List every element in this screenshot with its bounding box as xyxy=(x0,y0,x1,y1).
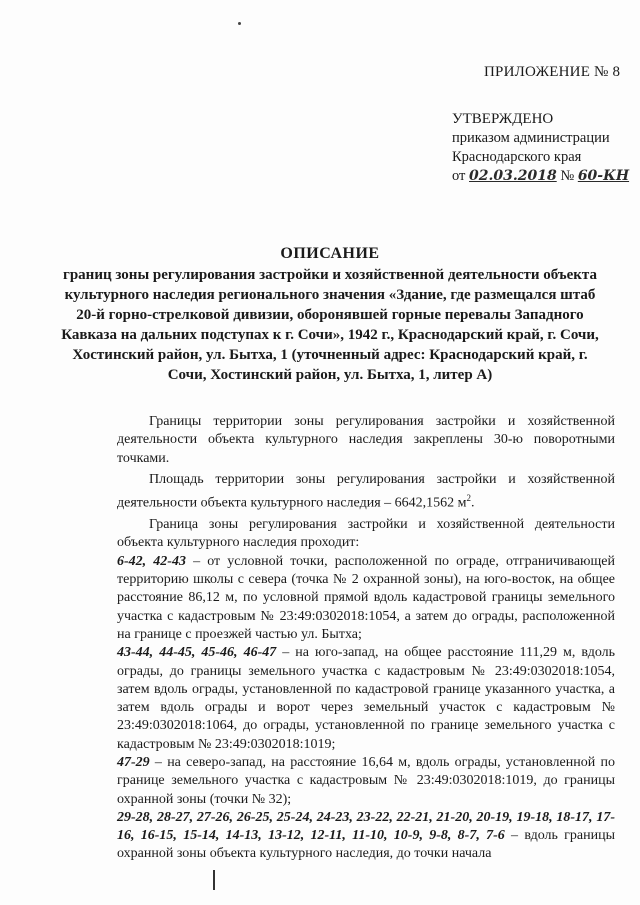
segment-4-text: – вдоль границы охранной зоны объекта культурного наследия, до точки начала xyxy=(117,828,615,862)
appendix-label: ПРИЛОЖЕНИЕ № 8 xyxy=(484,64,621,80)
order-by-label: приказом администрации xyxy=(452,130,610,146)
area-text: Площадь территории зоны регулирования застройки и хозяйственной деятельности объекта культурного наследия – 6642,1562 м xyxy=(117,471,615,511)
handwritten-date: 02.03.2018 xyxy=(469,168,557,184)
document-title xyxy=(60,244,600,385)
segment-2-text: – на юго-запад, на общее расстояние 111,29 м, вдоль ограды, до границы земельного участка с кадастровым № 23:49:0302018:1054, затем вдоль ограды, установленной по кадастровой границе указанного участка, а затем вдоль ограды и ворот через земельный участок с кадастровым № 23:49:0302018:1064, до ограды, установленной по границе земельного участка с кадастровым № 23:49:0302018:1019; xyxy=(117,645,616,752)
segment-1-text: – от условной точки, расположенной по ограде, отграничивающей территорию школы с севера (точка № 2 охранной зоны), на юго-восток, на общее расстояние 86,12 м, по условной прямой вдоль кадастровой границы земельного участка с кадастровым № 23:49:0302018:1054, а затем до ограды, расположенной на границе с проезжей частью ул. Бытха; xyxy=(117,553,616,642)
scan-mark xyxy=(213,870,215,890)
segment-4 xyxy=(117,809,615,864)
title-main: ОПИСАНИЕ xyxy=(280,245,380,262)
segment-3-text: – на северо-запад, на расстояние 16,64 м, вдоль ограды, установленной по границе земельного участка с кадастровым № 23:49:0302018:1019, до границы охранной зоны (точки № 32); xyxy=(117,755,615,807)
paragraph-points: Границы территории зоны регулирования застройки и хозяйственной деятельности объекта культурного наследия закреплены 30-ю поворотными точками. xyxy=(117,414,615,466)
area-end: . xyxy=(471,495,475,511)
handwritten-number: 60-КН xyxy=(577,168,630,184)
region-label: Краснодарского края xyxy=(452,149,582,165)
paragraph-area xyxy=(117,471,615,513)
segment-3-points: 47-29 xyxy=(117,755,150,770)
segment-4-points: 29-28, 28-27, 27-26, 26-25, 25-24, 24-23, 23-22, 22-21, 21-20, 20-19, 19-18, 18-17, 17-16, 16-15, 15-14, 14-13, 13-12, 12-11, 11-10, 10-9, 9-8, 8-7, 7-6 xyxy=(117,809,615,844)
from-prefix: от xyxy=(452,168,466,184)
approved-label: УТВЕРЖДЕНО xyxy=(452,111,554,127)
order-line xyxy=(452,167,629,186)
approval-block xyxy=(452,110,629,186)
segment-1 xyxy=(117,553,615,644)
area-unit-sup: 2 xyxy=(466,493,471,504)
number-prefix: № xyxy=(560,168,575,184)
segment-1-points: 6-42, 42-43 xyxy=(117,553,186,569)
segment-2-points: 43-44, 44-45, 45-46, 46-47 xyxy=(117,645,277,661)
segment-2 xyxy=(117,644,615,754)
title-subtitle: границ зоны регулирования застройки и хозяйственной деятельности объекта культурного наследия регионального значения «Здание, где размещался штаб 20-й горно-стрелковой дивизии, оборонявшей горные перевалы Западного Кавказа на дальних подступах к г. Сочи», 1942 г., Краснодарский край, г. Сочи, Хостинский район, ул. Бытха, 1 (уточненный адрес: Краснодарский край, г. Сочи, Хостинский район, ул. Бытха, 1, литер А) xyxy=(61,267,599,383)
paragraph-boundary: Граница зоны регулирования застройки и хозяйственной деятельности объекта культурного наследия проходит: xyxy=(117,517,615,551)
scan-dot xyxy=(238,22,241,25)
segment-3 xyxy=(117,754,615,809)
document-body xyxy=(117,413,615,864)
